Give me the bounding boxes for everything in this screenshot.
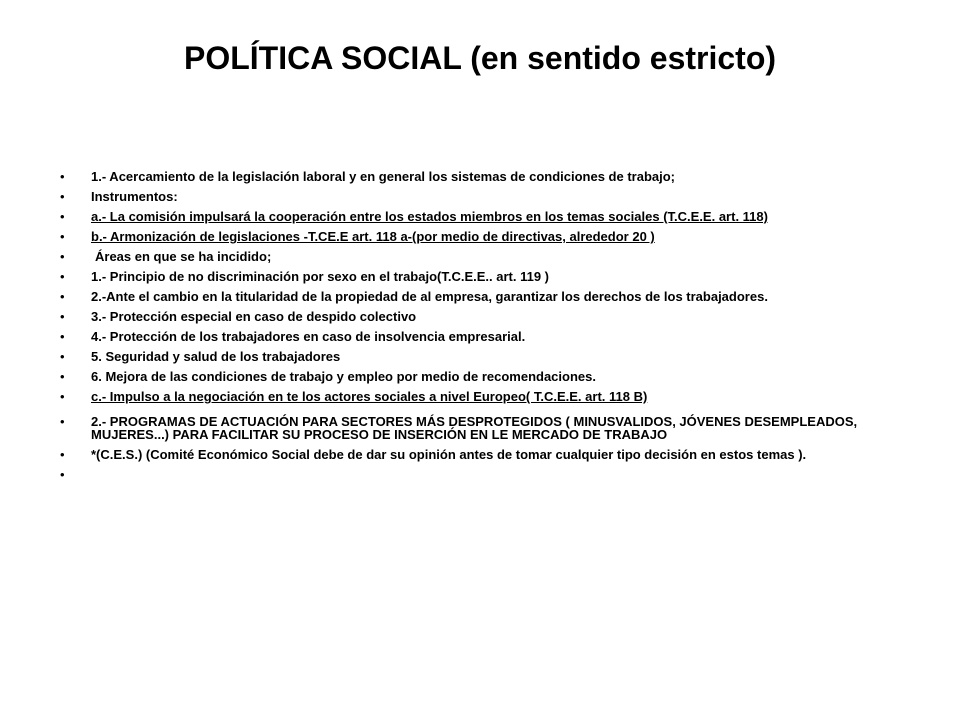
bullet-icon: • — [60, 189, 65, 204]
list-item: • 6. Mejora de las condiciones de trabajo y empleo por medio de recomendaciones. — [60, 369, 596, 384]
bullet-icon: • — [60, 447, 65, 462]
bullet-icon: • — [60, 289, 65, 304]
bullet-icon: • — [60, 209, 65, 224]
list-item: • a.- La comisión impulsará la cooperación entre los estados miembros en los temas sociales (T.C.E.E. art. 118) — [60, 209, 768, 224]
list-item: • Áreas en que se ha incidido; — [60, 249, 272, 264]
bullet-icon: • — [60, 369, 65, 384]
list-item: • 1.- Principio de no discriminación por sexo en el trabajo(T.C.E.E.. art. 119 ) — [60, 269, 550, 284]
list-item: • 5. Seguridad y salud de los trabajadores — [60, 349, 341, 364]
list-item: • 2.- PROGRAMAS DE ACTUACIÓN PARA SECTORES MÁS DESPROTEGIDOS ( MINUSVALIDOS, JÓVENES DESEMPLEADOS, MUJERES...) PARA FACILITAR SU PROCESO DE INSERCIÓN EN LE MERCADO DE TRABAJO — [60, 414, 858, 442]
bullet-icon: • — [60, 389, 65, 404]
list-item: • 4.- Protección de los trabajadores en caso de insolvencia empresarial. — [60, 329, 526, 344]
list-item: • Instrumentos: — [60, 189, 178, 204]
list-item: • b.- Armonización de legislaciones -T.CE.E art. 118 a-(por medio de directivas, alrededor 20 ) — [60, 229, 655, 244]
bullet-icon: • — [60, 269, 65, 284]
list-item: • 3.- Protección especial en caso de despido colectivo — [60, 309, 417, 324]
bullet-icon: • — [60, 169, 65, 184]
list-item: • c.- Impulso a la negociación en te los actores sociales a nivel Europeo( T.C.E.E. art. 118 B) — [60, 389, 648, 404]
bullet-icon: • — [60, 249, 65, 264]
bullet-icon: • — [60, 467, 65, 482]
bullet-list — [60, 170, 900, 488]
list-item: • *(C.E.S.) (Comité Económico Social debe de dar su opinión antes de tomar cualquier tipo decisión en estos temas ). — [60, 447, 807, 462]
bullet-icon: • — [60, 349, 65, 364]
bullet-icon: • — [60, 329, 65, 344]
list-item: • 2.-Ante el cambio en la titularidad de la propiedad de al empresa, garantizar los derechos de los trabajadores. — [60, 289, 768, 304]
bullet-icon: • — [60, 229, 65, 244]
list-item — [60, 468, 900, 481]
list-item: • 1.- Acercamiento de la legislación laboral y en general los sistemas de condiciones de trabajo; — [60, 169, 675, 184]
slide-title: POLÍTICA SOCIAL (en sentido estricto) — [183, 40, 777, 76]
bullet-icon: • — [60, 414, 65, 429]
bullet-icon: • — [60, 309, 65, 324]
